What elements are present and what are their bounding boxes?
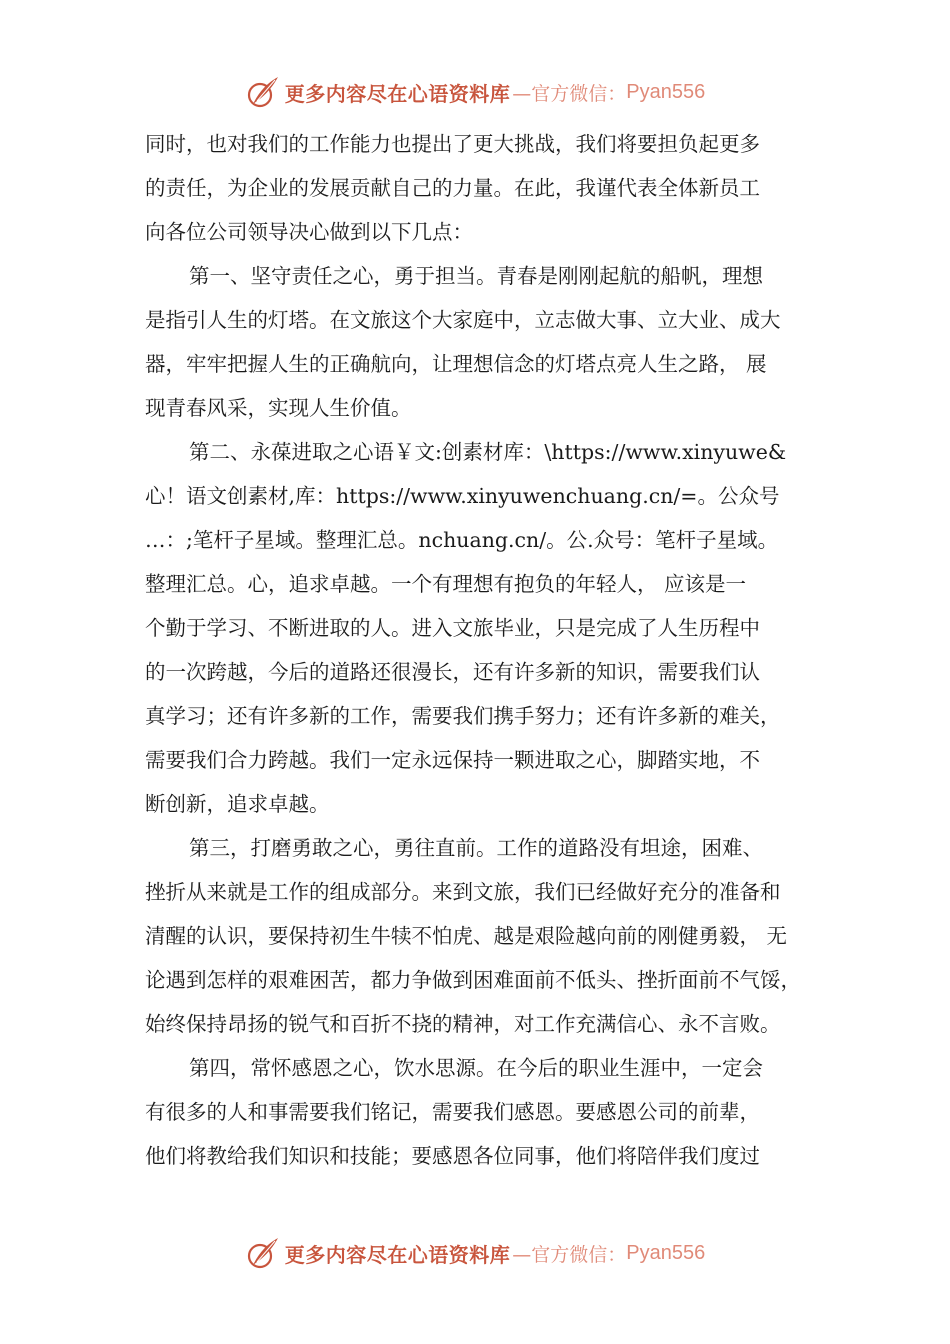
text-line: 断创新，追求卓越。 [145, 792, 330, 816]
banner-wechat-id: Pyan556 [626, 80, 706, 103]
text-line: …：;笔杆子星域。整理汇总。nchuang.cn/。公.众号：笔杆子星域。 [145, 528, 779, 552]
text-line: 清醒的认识，要保持初生牛犊不怕虎、越是艰险越向前的刚健勇毅， 无 [145, 924, 788, 948]
text-line: 第二、永葆进取之心语￥文:创素材库：\https://www.xinyuwe& [189, 440, 787, 464]
banner-title: 更多内容尽在心语资料库 [284, 1242, 511, 1267]
text-line: 第一、坚守责任之心，勇于担当。青春是刚刚起航的船帆，理想 [189, 264, 763, 288]
header-banner [0, 70, 950, 114]
text-line: 现青春风采，实现人生价值。 [145, 396, 412, 420]
text-line: 整理汇总。心，追求卓越。一个有理想有抱负的年轻人， 应该是一 [145, 572, 747, 596]
text-line: 向各位公司领导决心做到以下几点： [145, 220, 473, 244]
text-line: 始终保持昂扬的锐气和百折不挠的精神，对工作充满信心、永不言败。 [145, 1012, 781, 1036]
text-line: 心！语文创素材,库：https://www.xinyuwenchuang.cn/=。公众号 [145, 484, 780, 508]
text-line: 需要我们合力跨越。我们一定永远保持一颗进取之心，脚踏实地，不 [145, 748, 760, 772]
text-line: 同时，也对我们的工作能力也提出了更大挑战，我们将要担负起更多 [145, 132, 760, 156]
text-line: 论遇到怎样的艰难困苦，都力争做到困难面前不低头、挫折面前不气馁， [145, 968, 801, 992]
document-body [145, 122, 820, 1178]
banner-title: 更多内容尽在心语资料库 [284, 81, 511, 106]
text-line: 真学习；还有许多新的工作，需要我们携手努力；还有许多新的难关， [145, 704, 781, 728]
text-line: 器，牢牢把握人生的正确航向，让理想信念的灯塔点亮人生之路， 展 [145, 352, 767, 376]
feather-logo-icon [245, 1235, 281, 1271]
text-line: 他们将教给我们知识和技能；要感恩各位同事，他们将陪伴我们度过 [145, 1144, 760, 1168]
text-line: 个勤于学习、不断进取的人。进入文旅毕业，只是完成了人生历程中 [145, 616, 760, 640]
text-line: 挫折从来就是工作的组成部分。来到文旅，我们已经做好充分的准备和 [145, 880, 781, 904]
banner-wechat-id: Pyan556 [626, 1241, 706, 1264]
banner-subtitle: —官方微信： [512, 1243, 627, 1266]
banner-subtitle: —官方微信： [512, 82, 627, 105]
text-line: 的一次跨越，今后的道路还很漫长，还有许多新的知识，需要我们认 [145, 660, 760, 684]
feather-logo-icon [245, 74, 281, 110]
text-line: 是指引人生的灯塔。在文旅这个大家庭中，立志做大事、立大业、成大 [145, 308, 781, 332]
text-line: 的责任，为企业的发展贡献自己的力量。在此，我谨代表全体新员工 [145, 176, 760, 200]
text-line: 有很多的人和事需要我们铭记，需要我们感恩。要感恩公司的前辈， [145, 1100, 760, 1124]
text-line: 第四，常怀感恩之心，饮水思源。在今后的职业生涯中，一定会 [189, 1056, 763, 1080]
text-line: 第三，打磨勇敢之心，勇往直前。工作的道路没有坦途，困难、 [189, 836, 763, 860]
footer-banner [0, 1231, 950, 1275]
